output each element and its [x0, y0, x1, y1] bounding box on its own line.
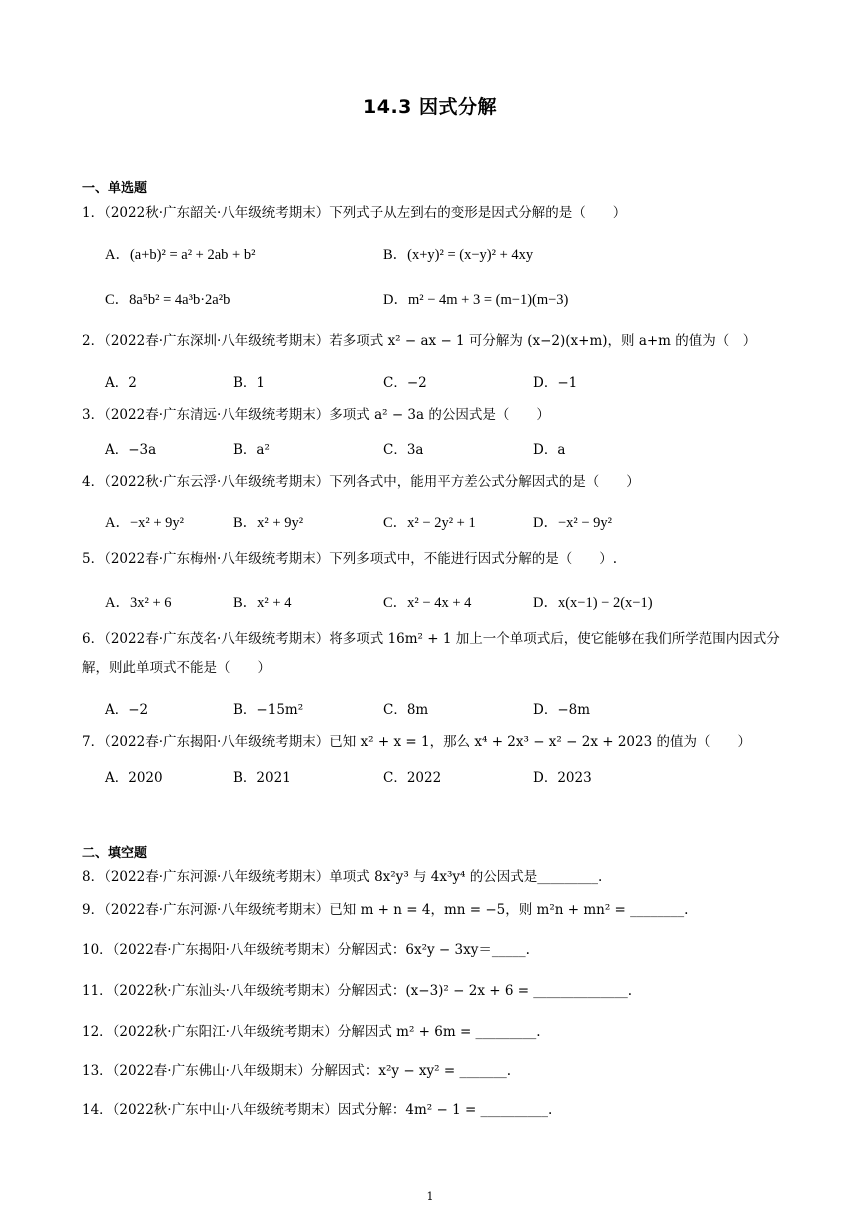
question-stem: 已知 x² + x = 1，那么 x⁴ + 2x³ − x² − 2x + 2023 的值为（ ）	[329, 734, 751, 750]
question-13	[82, 1060, 511, 1082]
section-heading-fill-blank: 二、填空题	[82, 846, 148, 861]
option-7b: B．2021	[233, 770, 291, 786]
option-4c: C．x² − 2y² + 1	[383, 515, 476, 531]
question-2	[82, 330, 756, 352]
question-source: 11．（2022秋·广东汕头·八年级统考期末）	[82, 983, 338, 999]
question-3	[82, 404, 550, 426]
question-source: 6．（2022春·广东茂名·八年级统考期末）	[82, 631, 330, 647]
question-9	[82, 899, 688, 921]
question-4	[82, 471, 640, 493]
option-3c: C．3a	[383, 442, 424, 458]
option-3b: B．a²	[233, 442, 270, 458]
question-stem: 下列式子从左到右的变形是因式分解的是（ ）	[329, 205, 627, 221]
option-6c: C．8m	[383, 702, 429, 718]
question-12	[82, 1021, 541, 1043]
question-14	[82, 1099, 552, 1121]
question-1	[82, 202, 626, 224]
question-stem: 分解因式：(x−3)² − 2x + 6 = ______________.	[337, 983, 633, 999]
question-source: 13．（2022春·广东佛山·八年级期末）	[82, 1063, 311, 1079]
question-stem: 分解因式：6x²y − 3xy＝_____.	[337, 942, 530, 958]
question-source: 8．（2022春·广东河源·八年级统考期末）	[82, 869, 330, 885]
option-3a: A．−3a	[105, 442, 157, 458]
option-4a: A．−x² + 9y²	[105, 515, 185, 531]
question-8	[82, 866, 602, 888]
question-stem: 分解因式：x²y − xy² = _______.	[310, 1063, 512, 1079]
question-stem: 若多项式 x² − ax − 1 可分解为 (x−2)(x+m)，则 a+m 的值为（ ）	[329, 333, 757, 349]
option-1d: D．m² − 4m + 3 = (m−1)(m−3)	[383, 292, 569, 308]
option-1a: A．(a+b)² = a² + 2ab + b²	[105, 247, 256, 263]
question-source: 10．（2022春·广东揭阳·八年级统考期末）	[82, 942, 338, 958]
page-number: 1	[426, 1190, 434, 1203]
section-heading-single-choice: 一、单选题	[82, 181, 148, 196]
option-7a: A．2020	[105, 770, 163, 786]
option-6d: D．−8m	[533, 702, 591, 718]
question-stem: 多项式 a² − 3a 的公因式是（ ）	[329, 407, 550, 423]
question-source: 9．（2022春·广东河源·八年级统考期末）	[82, 902, 330, 918]
question-source: 14．（2022秋·广东中山·八年级统考期末）	[82, 1102, 338, 1118]
question-stem: 已知 m + n = 4，mn = −5，则 m²n + mn² = ________.	[329, 902, 689, 918]
question-stem: 下列多项式中，不能进行因式分解的是（ ）.	[329, 551, 618, 567]
option-5b: B．x² + 4	[233, 595, 292, 611]
option-4d: D．−x² − 9y²	[533, 515, 613, 531]
question-source: 1．（2022秋·广东韶关·八年级统考期末）	[82, 205, 330, 221]
page-title: 14.3 因式分解	[363, 96, 497, 118]
option-5c: C．x² − 4x + 4	[383, 595, 472, 611]
option-7d: D．2023	[533, 770, 592, 786]
option-5a: A．3x² + 6	[105, 595, 172, 611]
option-6b: B．−15m²	[233, 702, 304, 718]
question-stem: 因式分解：4m² − 1 = __________.	[337, 1102, 553, 1118]
option-1c: C．8a⁵b² = 4a³b·2a²b	[105, 292, 231, 308]
question-source: 5．（2022春·广东梅州·八年级统考期末）	[82, 551, 330, 567]
question-6	[82, 625, 782, 683]
option-2a: A．2	[105, 375, 137, 391]
question-stem: 将多项式 16m² + 1 加上一个单项式后，使它能够在我们所学范围内因式分解，则此单项式不能是（ ）	[82, 631, 780, 676]
question-source: 4．（2022秋·广东云浮·八年级统考期末）	[82, 474, 330, 490]
question-source: 12．（2022秋·广东阳江·八年级统考期末）	[82, 1024, 338, 1040]
option-6a: A．−2	[105, 702, 149, 718]
option-1b: B．(x+y)² = (x−y)² + 4xy	[383, 247, 534, 263]
question-source: 2．（2022春·广东深圳·八年级统考期末）	[82, 333, 330, 349]
option-5d: D．x(x−1) − 2(x−1)	[533, 595, 653, 611]
question-7	[82, 731, 751, 753]
option-4b: B．x² + 9y²	[233, 515, 304, 531]
question-stem: 分解因式 m² + 6m = _________.	[337, 1024, 541, 1040]
question-source: 3．（2022春·广东清远·八年级统考期末）	[82, 407, 330, 423]
option-2c: C．−2	[383, 375, 427, 391]
option-7c: C．2022	[383, 770, 442, 786]
option-2b: B．1	[233, 375, 266, 391]
question-5	[82, 548, 617, 570]
question-stem: 下列各式中，能用平方差公式分解因式的是（ ）	[329, 474, 640, 490]
question-stem: 单项式 8x²y³ 与 4x³y⁴ 的公因式是_________.	[329, 869, 603, 885]
option-3d: D．a	[533, 442, 566, 458]
question-11	[82, 980, 632, 1002]
option-2d: D．−1	[533, 375, 578, 391]
question-source: 7．（2022春·广东揭阳·八年级统考期末）	[82, 734, 330, 750]
question-10	[82, 939, 530, 961]
